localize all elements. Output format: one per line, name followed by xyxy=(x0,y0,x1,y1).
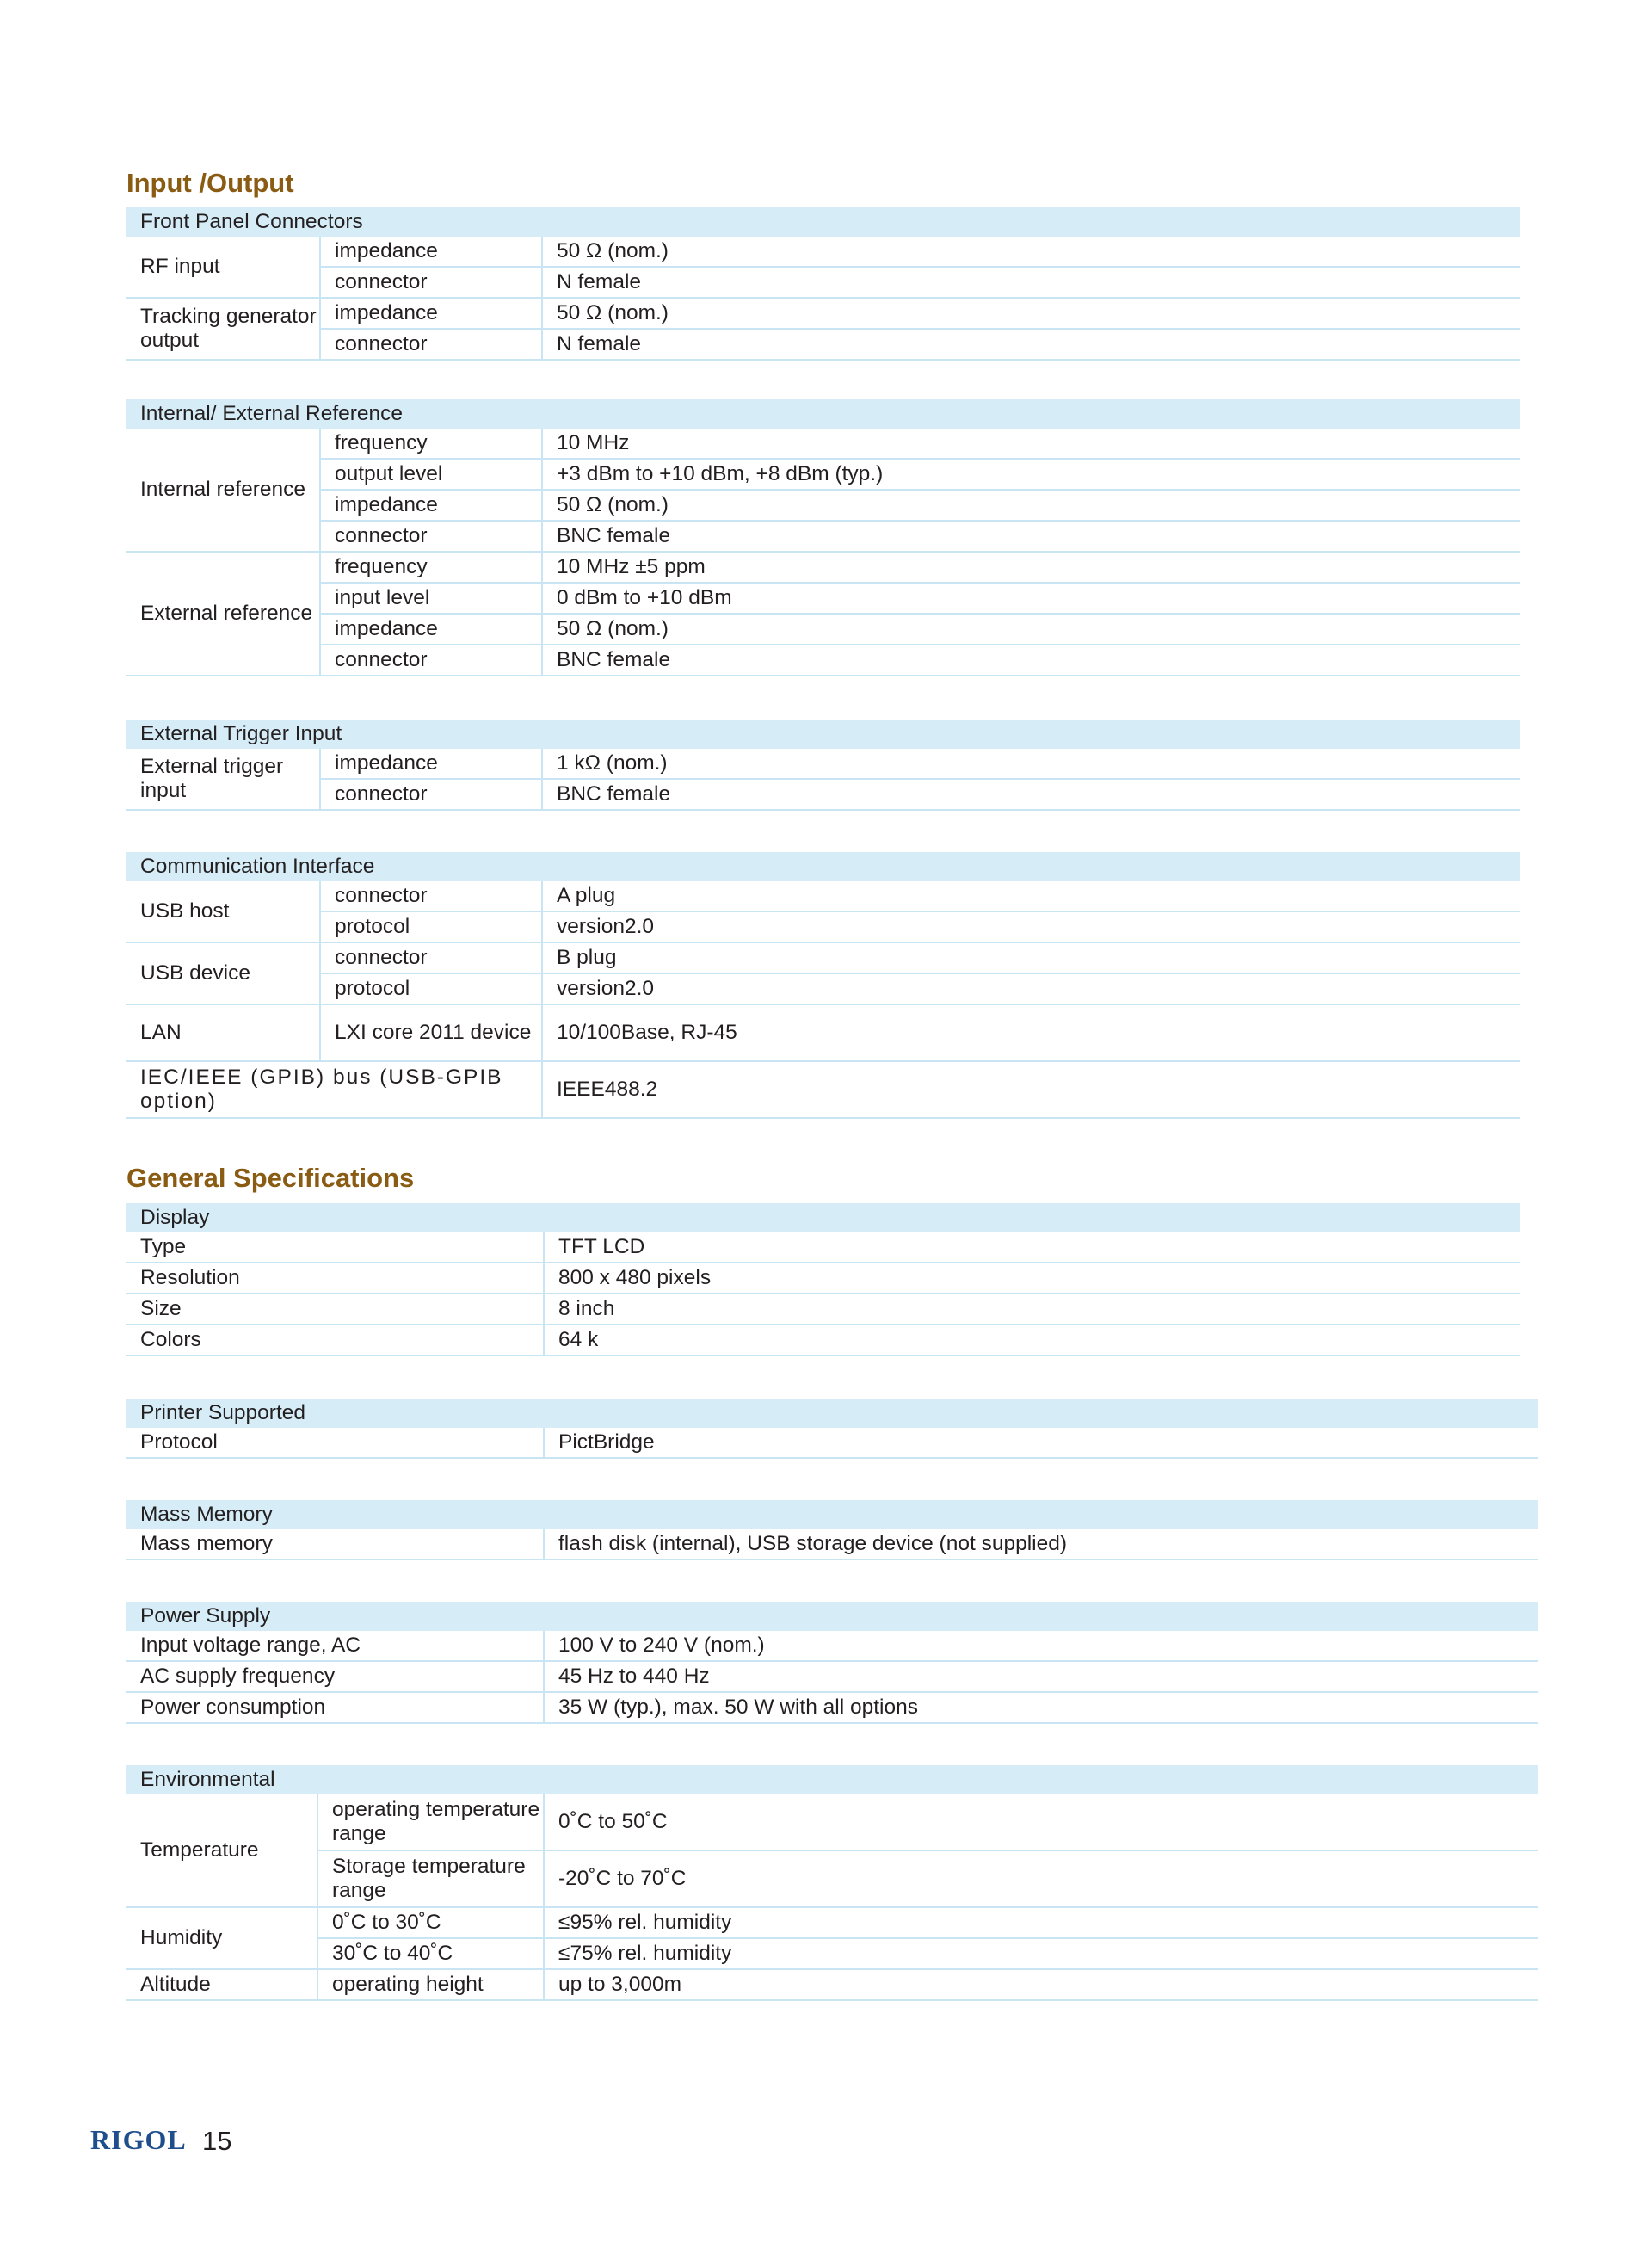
table-row xyxy=(126,1631,1538,1661)
row-param: 0˚C to 30˚C xyxy=(317,1907,544,1938)
row-param: connector xyxy=(320,329,542,360)
row-label: RF input xyxy=(126,237,320,298)
row-param: connector xyxy=(320,779,542,810)
table-printer-supported xyxy=(126,1399,1538,1459)
table-row xyxy=(126,1004,1520,1061)
row-label: Colors xyxy=(126,1325,544,1356)
row-label: USB device xyxy=(126,942,320,1004)
row-value: 10 MHz xyxy=(542,429,1520,459)
row-param: connector xyxy=(320,267,542,298)
table-row xyxy=(126,881,1520,911)
table-mass-memory xyxy=(126,1500,1538,1560)
row-value: 0˚C to 50˚C xyxy=(544,1794,1538,1850)
table-row xyxy=(126,490,1520,521)
table-row xyxy=(126,237,1520,267)
row-value: +3 dBm to +10 dBm, +8 dBm (typ.) xyxy=(542,459,1520,490)
row-param: Storage temperature range xyxy=(317,1850,544,1907)
row-value: 50 Ω (nom.) xyxy=(542,490,1520,521)
table-row xyxy=(126,645,1520,676)
row-label: Mass memory xyxy=(126,1529,544,1560)
table-row xyxy=(126,942,1520,973)
table-row xyxy=(126,1692,1538,1723)
row-param: frequency xyxy=(320,552,542,583)
row-value: BNC female xyxy=(542,779,1520,810)
table-row xyxy=(126,1794,1538,1850)
table-row xyxy=(126,1907,1538,1938)
row-value: version2.0 xyxy=(542,911,1520,942)
table-display xyxy=(126,1203,1520,1356)
row-label: IEC/IEEE (GPIB) bus (USB-GPIB option) xyxy=(126,1061,542,1118)
row-label: LAN xyxy=(126,1004,320,1061)
row-param: protocol xyxy=(320,911,542,942)
row-param: input level xyxy=(320,583,542,614)
row-param: protocol xyxy=(320,973,542,1004)
row-label: USB host xyxy=(126,881,320,942)
row-value: 0 dBm to +10 dBm xyxy=(542,583,1520,614)
page-number: 15 xyxy=(202,2126,232,2156)
row-param: frequency xyxy=(320,429,542,459)
row-param: output level xyxy=(320,459,542,490)
row-label: Power consumption xyxy=(126,1692,544,1723)
table-row xyxy=(126,459,1520,490)
table-row xyxy=(126,1061,1520,1118)
table-header: Mass Memory xyxy=(126,1500,1538,1529)
row-value: TFT LCD xyxy=(544,1232,1520,1263)
row-label: Type xyxy=(126,1232,544,1263)
table-row xyxy=(126,1294,1520,1325)
table-row xyxy=(126,1969,1538,2000)
row-value: flash disk (internal), USB storage device (not supplied) xyxy=(544,1529,1538,1560)
table-header: Environmental xyxy=(126,1765,1538,1794)
row-param: impedance xyxy=(320,237,542,267)
row-label: Protocol xyxy=(126,1428,544,1458)
row-value: 10/100Base, RJ-45 xyxy=(542,1004,1520,1061)
row-value: 100 V to 240 V (nom.) xyxy=(544,1631,1538,1661)
row-value: ≤75% rel. humidity xyxy=(544,1938,1538,1969)
row-value: PictBridge xyxy=(544,1428,1538,1458)
row-param: impedance xyxy=(320,749,542,779)
row-value: 35 W (typ.), max. 50 W with all options xyxy=(544,1692,1538,1723)
row-value: 50 Ω (nom.) xyxy=(542,614,1520,645)
table-reference xyxy=(126,399,1520,676)
row-param: connector xyxy=(320,942,542,973)
row-param: impedance xyxy=(320,298,542,329)
table-row xyxy=(126,614,1520,645)
row-value: 1 kΩ (nom.) xyxy=(542,749,1520,779)
row-value: B plug xyxy=(542,942,1520,973)
table-header: Communication Interface xyxy=(126,852,1520,881)
table-row xyxy=(126,1529,1538,1560)
row-value: 50 Ω (nom.) xyxy=(542,298,1520,329)
row-value: ≤95% rel. humidity xyxy=(544,1907,1538,1938)
table-row xyxy=(126,329,1520,360)
table-row xyxy=(126,779,1520,810)
table-row xyxy=(126,267,1520,298)
row-label: Internal reference xyxy=(126,429,320,552)
rigol-logo: RIGOL xyxy=(90,2124,187,2155)
table-row xyxy=(126,521,1520,552)
table-row xyxy=(126,429,1520,459)
table-communication-interface xyxy=(126,852,1520,1119)
row-param: impedance xyxy=(320,614,542,645)
table-front-panel-connectors xyxy=(126,207,1520,361)
row-value: A plug xyxy=(542,881,1520,911)
row-value: 50 Ω (nom.) xyxy=(542,237,1520,267)
table-header: Power Supply xyxy=(126,1602,1538,1631)
table-row xyxy=(126,583,1520,614)
table-row xyxy=(126,1938,1538,1969)
row-label: Tracking generator output xyxy=(126,298,320,360)
table-header: Internal/ External Reference xyxy=(126,399,1520,429)
row-value: 8 inch xyxy=(544,1294,1520,1325)
row-value: -20˚C to 70˚C xyxy=(544,1850,1538,1907)
row-label: Humidity xyxy=(126,1907,317,1969)
table-row xyxy=(126,973,1520,1004)
row-label: Resolution xyxy=(126,1263,544,1294)
row-value: N female xyxy=(542,329,1520,360)
row-value: 800 x 480 pixels xyxy=(544,1263,1520,1294)
table-row xyxy=(126,1325,1520,1356)
table-power-supply xyxy=(126,1602,1538,1724)
row-label: AC supply frequency xyxy=(126,1661,544,1692)
row-label: Input voltage range, AC xyxy=(126,1631,544,1661)
table-row xyxy=(126,1263,1520,1294)
row-value: IEEE488.2 xyxy=(542,1061,1520,1118)
table-row xyxy=(126,1232,1520,1263)
table-row xyxy=(126,1428,1538,1458)
table-row xyxy=(126,749,1520,779)
row-value: BNC female xyxy=(542,521,1520,552)
section-title-general-specifications: General Specifications xyxy=(126,1163,415,1193)
table-row xyxy=(126,298,1520,329)
row-param: 30˚C to 40˚C xyxy=(317,1938,544,1969)
row-param: connector xyxy=(320,881,542,911)
table-header: Front Panel Connectors xyxy=(126,207,1520,237)
row-label: External reference xyxy=(126,552,320,676)
table-row xyxy=(126,552,1520,583)
row-value: 45 Hz to 440 Hz xyxy=(544,1661,1538,1692)
row-label: External trigger input xyxy=(126,749,320,810)
table-row xyxy=(126,1661,1538,1692)
table-row xyxy=(126,1850,1538,1907)
row-value: BNC female xyxy=(542,645,1520,676)
row-value: 64 k xyxy=(544,1325,1520,1356)
row-value: 10 MHz ±5 ppm xyxy=(542,552,1520,583)
row-param: connector xyxy=(320,521,542,552)
row-param: connector xyxy=(320,645,542,676)
table-header: Display xyxy=(126,1203,1520,1232)
row-param: operating temperature range xyxy=(317,1794,544,1850)
row-param: operating height xyxy=(317,1969,544,2000)
table-external-trigger xyxy=(126,720,1520,811)
table-header: External Trigger Input xyxy=(126,720,1520,749)
row-value: version2.0 xyxy=(542,973,1520,1004)
row-label: Altitude xyxy=(126,1969,317,2000)
row-label: Temperature xyxy=(126,1794,317,1907)
table-environmental xyxy=(126,1765,1538,2001)
section-title-input-output: Input /Output xyxy=(126,168,294,198)
row-param: LXI core 2011 device xyxy=(320,1004,542,1061)
row-value: N female xyxy=(542,267,1520,298)
table-row xyxy=(126,911,1520,942)
row-label: Size xyxy=(126,1294,544,1325)
row-param: impedance xyxy=(320,490,542,521)
table-header: Printer Supported xyxy=(126,1399,1538,1428)
row-value: up to 3,000m xyxy=(544,1969,1538,2000)
